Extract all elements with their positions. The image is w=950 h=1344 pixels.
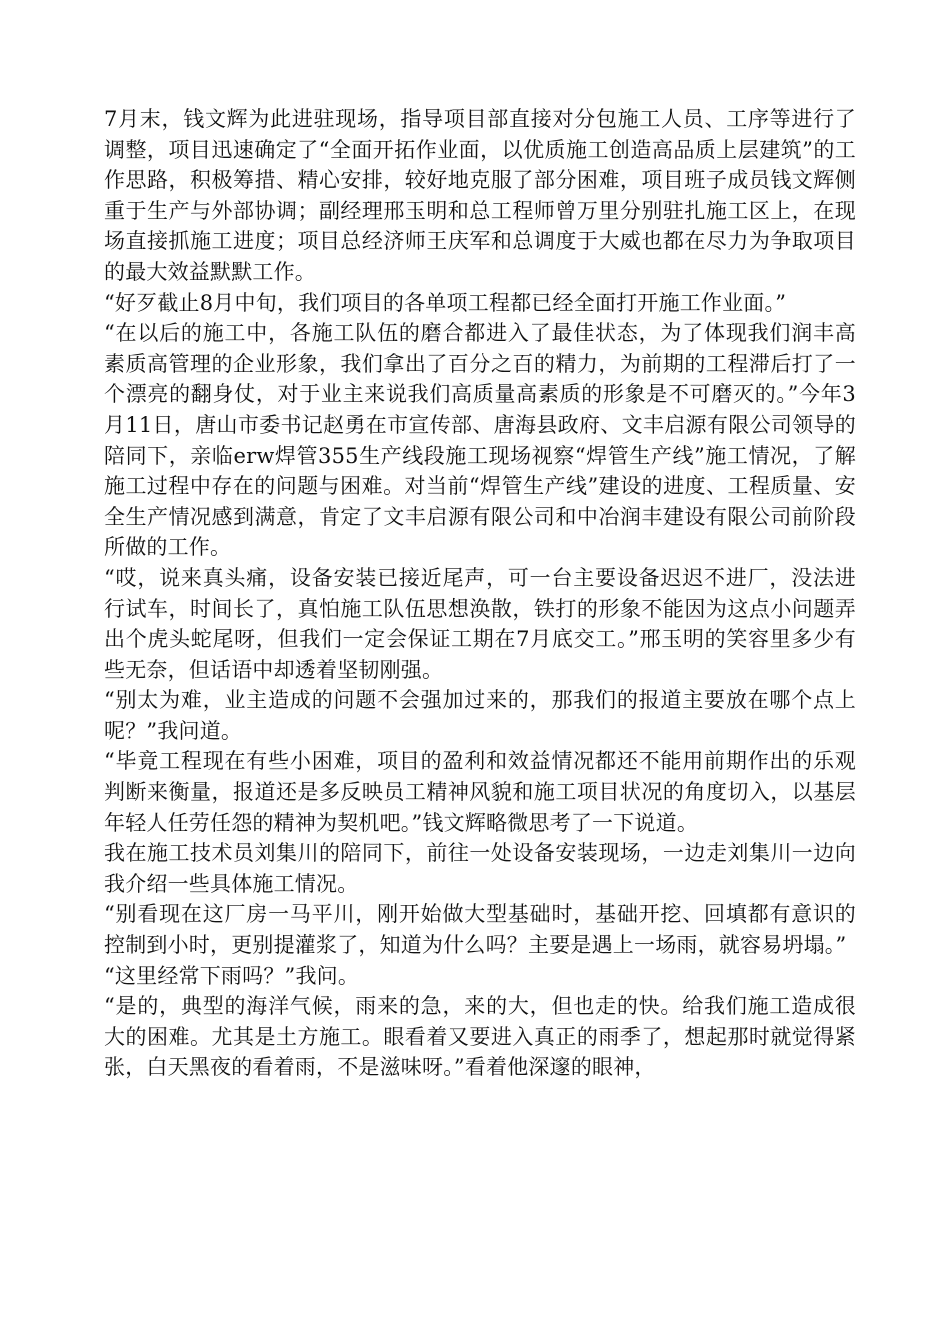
paragraph-1: 7月末，钱文辉为此进驻现场，指导项目部直接对分包施工人员、工序等进行了调整，项目迅速确定了“全面开拓作业面，以优质施工创造高品质上层建筑”的工作思路，积极筹措、精心安排，较好地克服了部分困难，项目班子成员钱文辉侧重于生产与外部协调；副经理邢玉明和总工程师曾万里分别驻扎施工区上，在现场直接抓施工进度；项目总经济师王庆军和总调度于大威也都在尽力为争取项目的最大效益默默工作。 xyxy=(104,107,856,284)
paragraph-10: “是的，典型的海洋气候，雨来的急，来的大，但也走的快。给我们施工造成很大的困难。尤其是土方施工。眼看着又要进入真正的雨季了，想起那时就觉得紧张，白天黑夜的看着雨，不是滋味呀。”看着他深邃的眼神， xyxy=(104,994,856,1080)
paragraph-2: “好歹截止8月中旬，我们项目的各单项工程都已经全面打开施工作业面。” xyxy=(104,290,787,315)
paragraph-7: 我在施工技术员刘集川的陪同下，前往一处设备安装现场，一边走刘集川一边向我介绍一些具体施工情况。 xyxy=(104,841,856,896)
paragraph-5: “别太为难，业主造成的问题不会强加过来的，那我们的报道主要放在哪个点上呢？”我问道。 xyxy=(104,688,856,743)
document-body xyxy=(104,104,856,1083)
paragraph-4: “哎，说来真头痛，设备安装已接近尾声，可一台主要设备迟迟不进厂，没法进行试车，时间长了，真怕施工队伍思想涣散，铁打的形象不能因为这点小问题弄出个虎头蛇尾呀，但我们一定会保证工期在7月底交工。”邢玉明的笑容里多少有些无奈，但话语中却透着坚韧刚强。 xyxy=(104,565,856,682)
paragraph-9: “这里经常下雨吗？”我问。 xyxy=(104,963,360,988)
paragraph-6: “毕竟工程现在有些小困难，项目的盈利和效益情况都还不能用前期作出的乐观判断来衡量，报道还是多反映员工精神风貌和施工项目状况的角度切入，以基层年轻人任劳任怨的精神为契机吧。”钱文辉略微思考了一下说道。 xyxy=(104,749,856,835)
paragraph-8: “别看现在这厂房一马平川，刚开始做大型基础时，基础开挖、回填都有意识的控制到小时，更别提灌浆了，知道为什么吗？主要是遇上一场雨，就容易坍塌。” xyxy=(104,902,856,958)
paragraph-3: “在以后的施工中，各施工队伍的磨合都进入了最佳状态，为了体现我们润丰高素质高管理的企业形象，我们拿出了百分之百的精力，为前期的工程滞后打了一个漂亮的翻身仗，对于业主来说我们高质量高素质的形象是不可磨灭的。”今年3月11日，唐山市委书记赵勇在市宣传部、唐海县政府、文丰启源有限公司领导的陪同下，亲临erw焊管355生产线段施工现场视察“焊管生产线”施工情况，了解施工过程中存在的问题与困难。对当前“焊管生产线”建设的进度、工程质量、安全生产情况感到满意，肯定了文丰启源有限公司和中冶润丰建设有限公司前阶段所做的工作。 xyxy=(104,321,856,560)
